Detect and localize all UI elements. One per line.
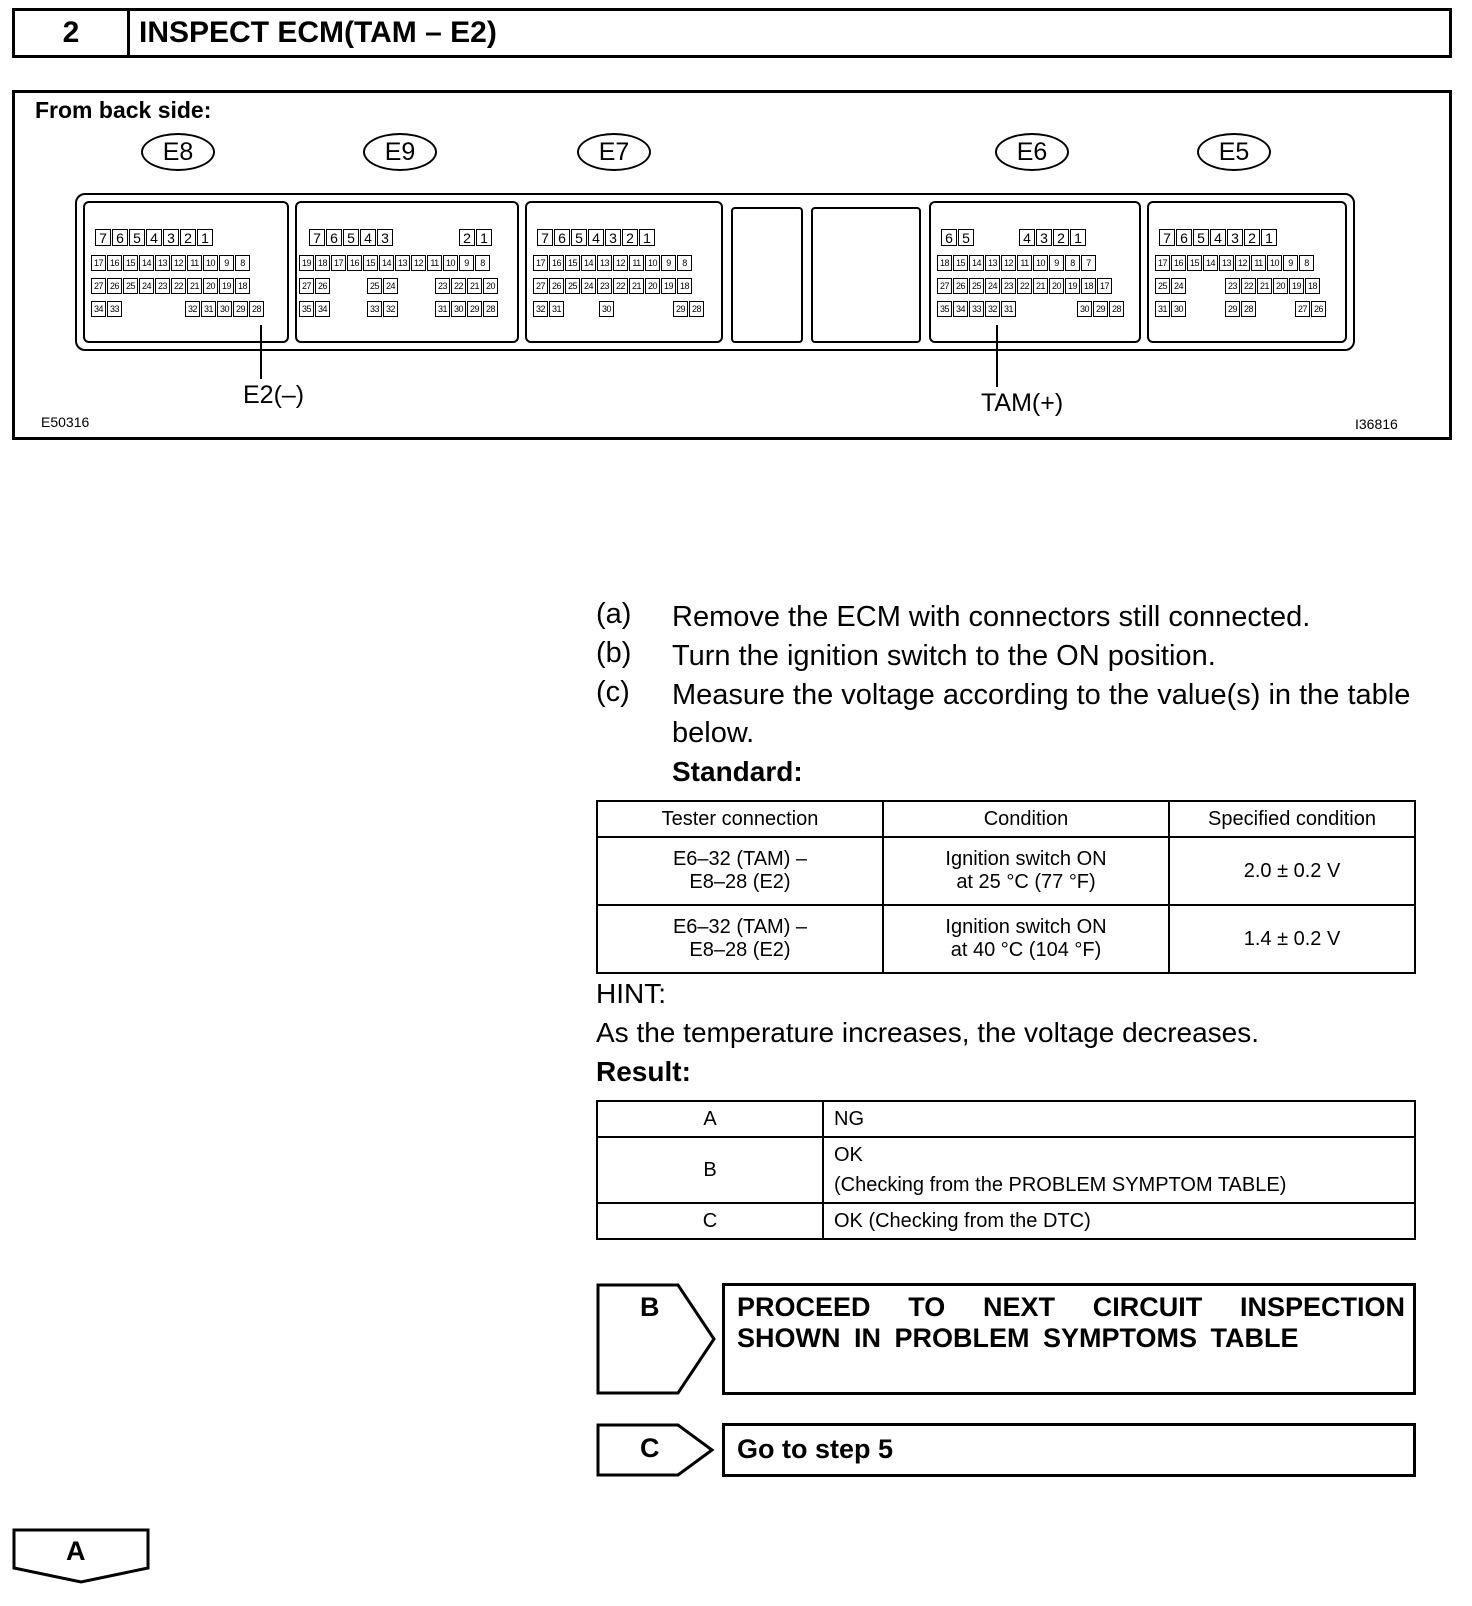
pin-cell: 18 (937, 255, 952, 271)
pin-cell: 22 (1241, 278, 1256, 294)
pin-cell: 2 (180, 229, 196, 246)
cell-line: E8–28 (E2) (689, 871, 791, 893)
connector-label-e9: E9 (363, 133, 437, 171)
pin-cell: 7 (1081, 255, 1096, 271)
step-b-letter: (b) (596, 637, 632, 669)
pin-cell: 9 (459, 255, 474, 271)
pin-cell: 6 (554, 229, 570, 246)
step-a-letter: (a) (596, 598, 632, 630)
pin-cell: 31 (435, 301, 450, 317)
pin-cell: 8 (1299, 255, 1314, 271)
pin-cell: 25 (1155, 278, 1170, 294)
pin-cell: 3 (377, 229, 393, 246)
step-a-text: Remove the ECM with connectors still connected. (672, 601, 1311, 633)
pin-cell: 19 (299, 255, 314, 271)
result-table (596, 1100, 1416, 1240)
pin-cell: 10 (443, 255, 458, 271)
pin-cell: 24 (581, 278, 596, 294)
cell-spec: 1.4 ± 0.2 V (1169, 905, 1415, 973)
result-code: C (597, 1203, 823, 1239)
pin-cell: 13 (985, 255, 1000, 271)
pin-cell: 2 (1053, 229, 1069, 246)
pin-cell: 29 (1225, 301, 1240, 317)
pin-cell: 11 (1017, 255, 1032, 271)
pin-cell: 25 (123, 278, 138, 294)
pin-cell: 5 (129, 229, 145, 246)
pin-cell: 10 (203, 255, 218, 271)
pin-cell: 32 (533, 301, 548, 317)
pin-cell: 30 (217, 301, 232, 317)
pin-cell: 9 (219, 255, 234, 271)
pin-cell: 6 (112, 229, 128, 246)
pin-cell: 12 (1235, 255, 1250, 271)
pin-cell: 31 (201, 301, 216, 317)
pin-cell: 25 (367, 278, 382, 294)
callout-lines (15, 93, 1449, 437)
pin-cell: 1 (1261, 229, 1277, 246)
pin-cell: 24 (1171, 278, 1186, 294)
pin-cell: 27 (1295, 301, 1310, 317)
pin-cell: 29 (1093, 301, 1108, 317)
pin-cell: 8 (1065, 255, 1080, 271)
pin-cell: 14 (1203, 255, 1218, 271)
pin-cell: 9 (1283, 255, 1298, 271)
outcome-b-text: PROCEED TO NEXT CIRCUIT INSPECTION SHOWN IN PROBLEM SYMPTOMS TABLE (737, 1292, 1405, 1353)
pin-cell: 1 (1070, 229, 1086, 246)
outcome-c-code: C (640, 1433, 660, 1463)
pin-cell: 12 (411, 255, 426, 271)
step-c-letter: (c) (596, 676, 630, 708)
pin-cell: 16 (347, 255, 362, 271)
pin-cell: 5 (571, 229, 587, 246)
cell-spec: 2.0 ± 0.2 V (1169, 837, 1415, 905)
ecm-connector-figure (12, 90, 1452, 440)
pin-cell: 19 (661, 278, 676, 294)
pin-cell: 10 (645, 255, 660, 271)
pin-cell: 31 (549, 301, 564, 317)
pin-cell: 8 (235, 255, 250, 271)
pin-cell: 4 (588, 229, 604, 246)
pin-cell: 10 (1267, 255, 1282, 271)
pin-cell: 28 (1241, 301, 1256, 317)
pin-cell: 22 (1017, 278, 1032, 294)
pin-cell: 29 (467, 301, 482, 317)
outcome-a-code: A (66, 1536, 86, 1566)
standard-table-header (597, 801, 1415, 837)
outcome-b-box (722, 1283, 1416, 1395)
cell-line: Ignition switch ON (945, 916, 1107, 938)
pin-cell: 26 (1311, 301, 1326, 317)
pin-cell: 3 (1036, 229, 1052, 246)
pin-cell: 21 (187, 278, 202, 294)
connector-label-e7: E7 (577, 133, 651, 171)
pin-cell: 7 (95, 229, 111, 246)
step-header (12, 8, 1452, 58)
from-back-side-label: From back side: (35, 97, 212, 123)
pin-cell: 30 (1077, 301, 1092, 317)
pin-cell: 20 (483, 278, 498, 294)
pin-cell: 13 (155, 255, 170, 271)
pin-cell: 28 (483, 301, 498, 317)
connector-label-e5: E5 (1197, 133, 1271, 171)
pin-cell: 26 (953, 278, 968, 294)
pin-cell: 11 (187, 255, 202, 271)
figure-code-left: E50316 (41, 414, 90, 430)
pin-cell: 30 (599, 301, 614, 317)
pin-cell: 17 (1155, 255, 1170, 271)
pin-cell: 18 (315, 255, 330, 271)
pin-cell: 19 (219, 278, 234, 294)
pin-cell: 34 (91, 301, 106, 317)
pin-cell: 29 (673, 301, 688, 317)
pin-cell: 11 (1251, 255, 1266, 271)
pin-cell: 16 (107, 255, 122, 271)
pin-cell: 15 (363, 255, 378, 271)
pin-cell: 32 (383, 301, 398, 317)
pin-cell: 27 (91, 278, 106, 294)
step-c-text: Measure the voltage according to the value(s) in the table below. (672, 679, 1411, 749)
pin-cell: 21 (467, 278, 482, 294)
pin-cell: 2 (459, 229, 475, 246)
pin-cell: 8 (475, 255, 490, 271)
pin-cell: 25 (969, 278, 984, 294)
pin-cell: 4 (1210, 229, 1226, 246)
pin-cell: 33 (969, 301, 984, 317)
pin-cell: 22 (171, 278, 186, 294)
pin-cell: 23 (597, 278, 612, 294)
pin-cell: 32 (985, 301, 1000, 317)
result-desc (823, 1137, 1415, 1203)
result-code: B (597, 1137, 823, 1203)
pin-cell: 5 (1193, 229, 1209, 246)
pin-cell: 32 (185, 301, 200, 317)
pin-cell: 21 (1033, 278, 1048, 294)
pin-cell: 5 (958, 229, 974, 246)
pin-cell: 13 (597, 255, 612, 271)
pin-cell: 23 (155, 278, 170, 294)
pin-cell: 14 (969, 255, 984, 271)
outcome-c-box (722, 1423, 1416, 1477)
pin-cell: 19 (1065, 278, 1080, 294)
pin-cell: 16 (549, 255, 564, 271)
step-b-text: Turn the ignition switch to the ON position. (672, 640, 1216, 672)
pin-cell: 6 (326, 229, 342, 246)
result-label: Result: (596, 1056, 691, 1087)
header-specified-condition: Specified condition (1169, 801, 1415, 837)
pin-cell: 1 (639, 229, 655, 246)
pin-cell: 22 (613, 278, 628, 294)
table-row (597, 1203, 1415, 1239)
pin-cell: 1 (197, 229, 213, 246)
pin-cell: 24 (383, 278, 398, 294)
connector-label-e6: E6 (995, 133, 1069, 171)
pin-cell: 35 (299, 301, 314, 317)
pin-cell: 11 (629, 255, 644, 271)
pin-cell: 8 (677, 255, 692, 271)
pin-cell: 7 (537, 229, 553, 246)
figure-code-right: I36816 (1355, 416, 1398, 432)
pin-cell: 18 (677, 278, 692, 294)
result-desc-line: (Checking from the PROBLEM SYMPTOM TABLE) (834, 1174, 1287, 1196)
result-code: A (597, 1101, 823, 1137)
table-row (597, 837, 1415, 905)
cell-connection (597, 837, 883, 905)
table-row (597, 1137, 1415, 1203)
result-desc-line: OK (834, 1144, 863, 1166)
pin-cell: 20 (1049, 278, 1064, 294)
pin-cell: 10 (1033, 255, 1048, 271)
pin-cell: 28 (249, 301, 264, 317)
cell-line: E6–32 (TAM) – (672, 848, 808, 870)
pin-cell: 31 (1001, 301, 1016, 317)
pin-cell: 17 (533, 255, 548, 271)
cell-line: at 40 °C (104 °F) (950, 939, 1102, 961)
step-number: 2 (15, 11, 130, 55)
pin-cell: 2 (622, 229, 638, 246)
pin-cell: 15 (953, 255, 968, 271)
pin-cell: 12 (1001, 255, 1016, 271)
pin-cell: 16 (1171, 255, 1186, 271)
outcome-c-text: Go to step 5 (737, 1434, 894, 1464)
pin-cell: 33 (367, 301, 382, 317)
pin-cell: 5 (343, 229, 359, 246)
pin-cell: 35 (937, 301, 952, 317)
hint-text: As the temperature increases, the voltage decreases. (596, 1017, 1260, 1048)
pin-cell: 34 (953, 301, 968, 317)
pin-cell: 33 (107, 301, 122, 317)
pin-cell: 26 (315, 278, 330, 294)
pin-cell: 20 (203, 278, 218, 294)
pin-cell: 21 (1257, 278, 1272, 294)
cell-line: Ignition switch ON (945, 848, 1107, 870)
pin-cell: 18 (235, 278, 250, 294)
pin-cell: 18 (1081, 278, 1096, 294)
pin-cell: 4 (146, 229, 162, 246)
pin-cell: 20 (1273, 278, 1288, 294)
standard-label: Standard: (672, 756, 803, 787)
table-row (597, 1101, 1415, 1137)
pin-cell: 14 (139, 255, 154, 271)
result-desc: OK (Checking from the DTC) (823, 1203, 1415, 1239)
pin-cell: 6 (941, 229, 957, 246)
pin-cell: 15 (1187, 255, 1202, 271)
pin-cell: 28 (1109, 301, 1124, 317)
step-title: INSPECT ECM(TAM – E2) (139, 16, 497, 49)
pin-cell: 17 (1097, 278, 1112, 294)
pin-cell: 3 (163, 229, 179, 246)
pin-cell: 14 (379, 255, 394, 271)
pin-cell: 7 (309, 229, 325, 246)
table-row (597, 905, 1415, 973)
pin-cell: 27 (533, 278, 548, 294)
callout-tam: TAM(+) (981, 389, 1064, 417)
cell-line: E6–32 (TAM) – (672, 916, 808, 938)
pin-cell: 4 (1019, 229, 1035, 246)
cell-condition (883, 837, 1169, 905)
pin-cell: 30 (451, 301, 466, 317)
cell-line: E8–28 (E2) (689, 939, 791, 961)
pin-cell: 11 (427, 255, 442, 271)
pin-cell: 22 (451, 278, 466, 294)
callout-e2: E2(–) (243, 381, 305, 409)
pin-cell: 24 (985, 278, 1000, 294)
pin-cell: 30 (1171, 301, 1186, 317)
connector-label-e8: E8 (141, 133, 215, 171)
outcome-b-code: B (640, 1292, 660, 1322)
pin-cell: 31 (1155, 301, 1170, 317)
pin-cell: 15 (123, 255, 138, 271)
pin-cell: 6 (1176, 229, 1192, 246)
pin-cell: 24 (139, 278, 154, 294)
standard-table (596, 800, 1416, 974)
pin-cell: 28 (689, 301, 704, 317)
pin-cell: 17 (331, 255, 346, 271)
pin-cell: 3 (1227, 229, 1243, 246)
pin-cell: 15 (565, 255, 580, 271)
pin-cell: 25 (565, 278, 580, 294)
pin-cell: 12 (613, 255, 628, 271)
pin-cell: 26 (107, 278, 122, 294)
pin-cell: 7 (1159, 229, 1175, 246)
pin-cell: 19 (1289, 278, 1304, 294)
pin-cell: 34 (315, 301, 330, 317)
pin-cell: 26 (549, 278, 564, 294)
pin-cell: 29 (233, 301, 248, 317)
pin-cell: 12 (171, 255, 186, 271)
cell-line: at 25 °C (77 °F) (956, 871, 1096, 893)
pin-cell: 23 (435, 278, 450, 294)
cell-connection (597, 905, 883, 973)
pin-cell: 1 (476, 229, 492, 246)
result-desc: NG (823, 1101, 1415, 1137)
hint-label: HINT: (596, 978, 666, 1009)
pin-cell: 27 (937, 278, 952, 294)
header-condition: Condition (883, 801, 1169, 837)
pin-cell: 18 (1305, 278, 1320, 294)
pin-cell: 14 (581, 255, 596, 271)
pin-cell: 21 (629, 278, 644, 294)
pin-cell: 20 (645, 278, 660, 294)
pin-cell: 9 (661, 255, 676, 271)
cell-condition (883, 905, 1169, 973)
pin-cell: 2 (1244, 229, 1260, 246)
pin-cell: 17 (91, 255, 106, 271)
pin-cell: 9 (1049, 255, 1064, 271)
pin-cell: 27 (299, 278, 314, 294)
pin-cell: 4 (360, 229, 376, 246)
pin-cell: 13 (1219, 255, 1234, 271)
pin-cell: 23 (1001, 278, 1016, 294)
pin-cell: 23 (1225, 278, 1240, 294)
pin-cell: 13 (395, 255, 410, 271)
header-tester-connection: Tester connection (597, 801, 883, 837)
pin-cell: 3 (605, 229, 621, 246)
